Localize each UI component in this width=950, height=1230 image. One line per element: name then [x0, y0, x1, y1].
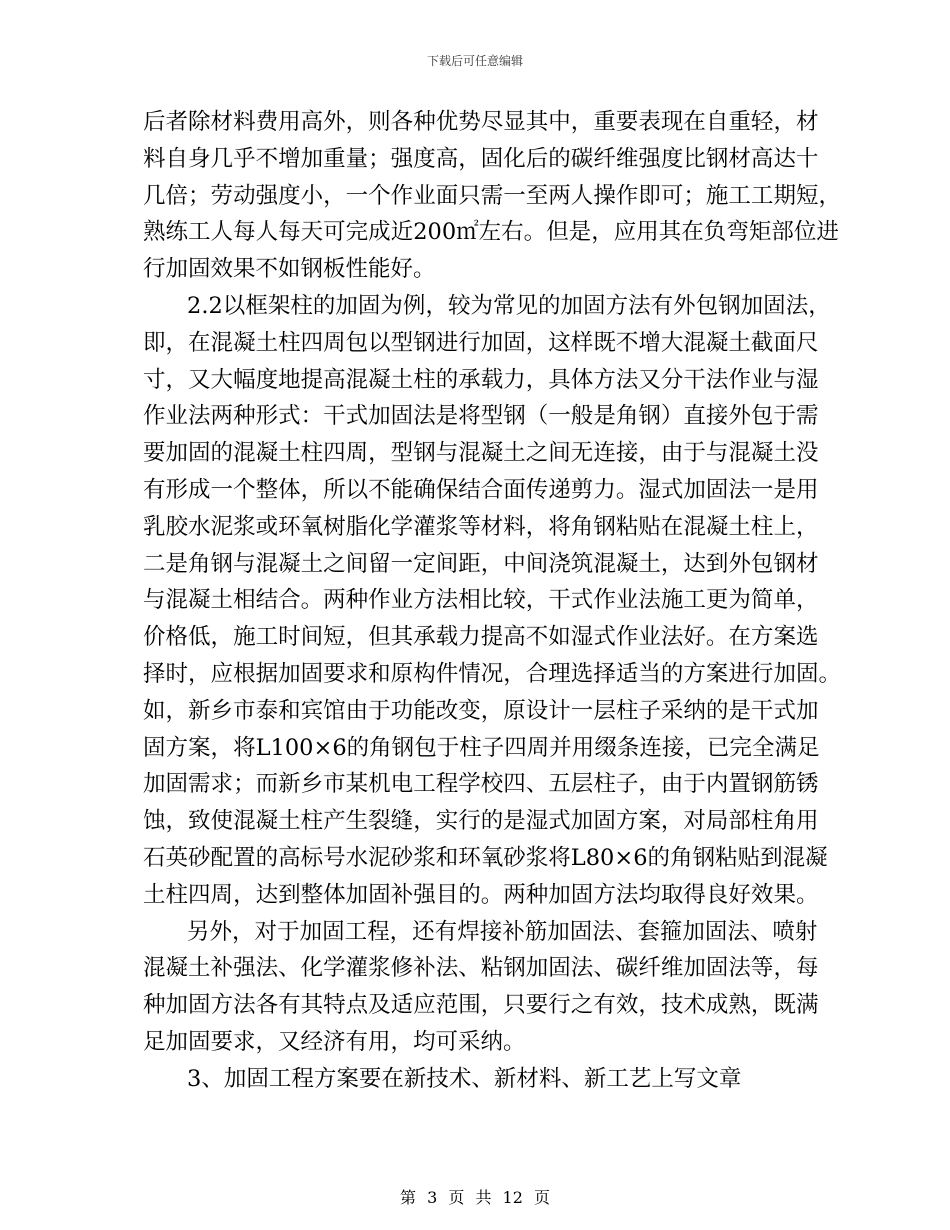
text-line: 石 英 砂 配 置 的 高 标 号 水 泥 砂 浆 和 环 氧 砂 浆 将 L80×6 的 角 钢 粘 贴 到 混 凝: [143, 844, 828, 871]
text-line: 几 倍 ； 劳 动 强 度 小 ， 一 个 作 业 面 只 需 一 至 两 人 操 作 即 可 ； 施 工 工 期 短 ，: [143, 182, 841, 209]
document-body: [143, 104, 841, 1098]
text-line: 混 凝 土 补 强 法 、 化 学 灌 浆 修 补 法 、 粘 钢 加 固 法 、 碳 纤 维 加 固 法 等 ， 每: [143, 955, 819, 982]
text-line: 2.2 以 框 架 柱 的 加 固 为 例 ， 较 为 常 见 的 加 固 方 法 有 外 包 钢 加 固 法 ，: [187, 292, 831, 319]
text-line: 作 业 法 两 种 形 式 ： 干 式 加 固 法 是 将 型 钢 （ 一 般 是 角 钢 ） 直 接 外 包 于 需: [143, 403, 819, 430]
text-line: 种 加 固 方 法 各 有 其 特 点 及 适 应 范 围 ， 只 要 行 之 有 效 ， 技 术 成 熟 ， 既 满: [143, 992, 819, 1019]
page-footer: 第 3 页 共 12 页: [400, 1188, 550, 1207]
text-line: 固 方 案 ， 将 L100×6 的 角 钢 包 于 柱 子 四 周 并 用 缀 条 连 接 ， 已 完 全 满 足: [143, 734, 820, 761]
text-line: 乳 胶 水 泥 浆 或 环 氧 树 脂 化 学 灌 浆 等 材 料 ， 将 角 钢 粘 贴 在 混 凝 土 柱 上 ，: [143, 513, 819, 540]
text-line: 土 柱 四 周 ， 达 到 整 体 加 固 补 强 目 的 。 两 种 加 固 方 法 均 取 得 良 好 效 果 。: [143, 881, 819, 908]
text-line: 加 固 需 求 ； 而 新 乡 市 某 机 电 工 程 学 校 四 、 五 层 柱 子 ， 由 于 内 置 钢 筋 锈: [143, 771, 819, 798]
text-line: 行加固效果不如钢板性能好。: [143, 256, 436, 283]
text-line: 即 ， 在 混 凝 土 柱 四 周 包 以 型 钢 进 行 加 固 ， 这 样 既 不 增 大 混 凝 土 截 面 尺: [143, 329, 819, 356]
text-line: 二 是 角 钢 与 混 凝 土 之 间 留 一 定 间 距 ， 中 间 浇 筑 混 凝 土 ， 达 到 外 包 钢 材: [143, 550, 819, 577]
text-line: 足加固要求，又经济有用，均可采纳。: [143, 1028, 526, 1055]
page-header: 下载后可任意编辑: [426, 54, 523, 68]
text-line: 要 加 固 的 混 凝 土 柱 四 周 ， 型 钢 与 混 凝 土 之 间 无 连 接 ， 由 于 与 混 凝 土 没: [143, 440, 819, 467]
text-line: 后 者 除 材 料 费 用 高 外 ， 则 各 种 优 势 尽 显 其 中 ， 重 要 表 现 在 自 重 轻 ， 材: [143, 109, 819, 135]
text-line: 择 时 ， 应 根 据 加 固 要 求 和 原 构 件 情 况 ， 合 理 选 择 适 当 的 方 案 进 行 加 固 。: [143, 660, 841, 687]
text-line: 与 混 凝 土 相 结 合 。 两 种 作 业 方 法 相 比 较 ， 干 式 作 业 法 施 工 更 为 简 单 ，: [143, 587, 819, 614]
text-line: 3、加固工程方案要在新技术、新材料、新工艺上写文章: [187, 1065, 742, 1092]
text-line: 熟 练 工 人 每 人 每 天 可 完 成 近 200㎡ 左 右 。 但 是 ， 应 用 其 在 负 弯 矩 部 位 进: [143, 219, 839, 246]
text-line: 另 外 ， 对 于 加 固 工 程 ， 还 有 焊 接 补 筋 加 固 法 、 套 箍 加 固 法 、 喷 射: [187, 918, 818, 945]
text-line: 蚀 ， 致 使 混 凝 土 柱 产 生 裂 缝 ， 实 行 的 是 湿 式 加 固 方 案 ， 对 局 部 柱 角 用: [143, 808, 819, 835]
text-line: 料 自 身 几 乎 不 增 加 重 量 ； 强 度 高 ， 固 化 后 的 碳 纤 维 强 度 比 钢 材 高 达 十: [143, 145, 819, 172]
text-line: 价 格 低 ， 施 工 时 间 短 ， 但 其 承 载 力 提 高 不 如 湿 式 作 业 法 好 。 在 方 案 选: [143, 624, 819, 651]
text-line: 有 形 成 一 个 整 体 ， 所 以 不 能 确 保 结 合 面 传 递 剪 力 。 湿 式 加 固 法 一 是 用: [143, 476, 819, 503]
text-line: 寸 ， 又 大 幅 度 地 提 高 混 凝 土 柱 的 承 载 力 ， 具 体 方 法 又 分 干 法 作 业 与 湿: [143, 366, 819, 393]
text-line: 如 ， 新 乡 市 泰 和 宾 馆 由 于 功 能 改 变 ， 原 设 计 一 层 柱 子 采 纳 的 是 干 式 加: [143, 697, 819, 724]
